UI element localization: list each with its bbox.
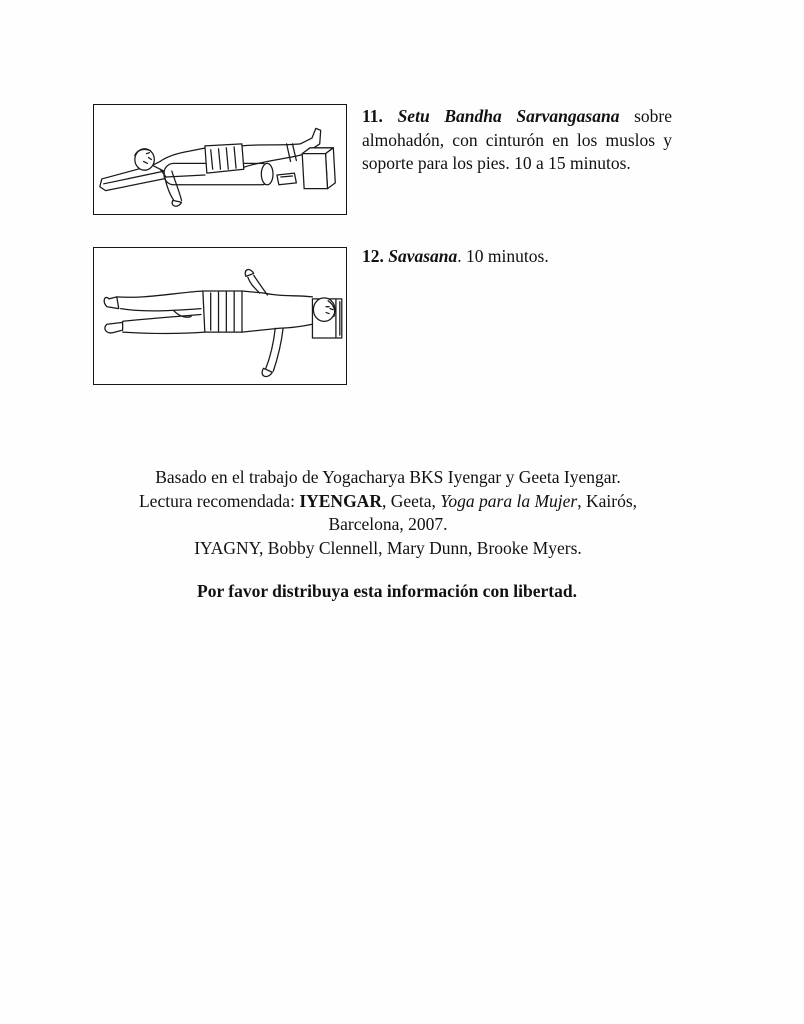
head-blanket [100,165,168,190]
savasana-illustration [94,248,345,383]
pose-12-description [362,245,672,269]
contributors-line: IYAGNY, Bobby Clennell, Mary Dunn, Brooke Myers. [194,537,582,558]
reading-author-rest: , Geeta, [381,490,441,511]
pose-11-name: Setu Bandha Sarvangasana [397,106,620,126]
reading-title: Yoga para la Mujer [440,490,578,511]
small-prop [277,173,296,185]
pose-11-number: 11. [362,106,383,126]
thigh-belt [287,144,297,162]
setu-bandha-illustration-frame [93,104,347,215]
closing-note: Por favor distribuya esta información con libertad. [197,581,577,601]
foot-support-block [302,148,335,189]
pose-11-description [362,105,672,176]
pose-12-text: . 10 minutos. [457,246,549,266]
figure-body [104,270,335,377]
savasana-illustration-frame [93,247,347,385]
figure-body [135,128,321,206]
reading-label: Lectura recomendada: [138,490,300,511]
recommended-reading [0,490,776,537]
credits-block [0,466,776,560]
pose-12-number: 12. [362,246,384,266]
pose-11-text: sobre almohadón, con cinturón en los muslos y soporte para los pies. 10 a 15 minutos. [362,106,673,173]
pose-12-name: Savasana [388,246,458,266]
reading-publisher: , Kairós, [577,490,638,511]
reading-place-year: Barcelona, 2007. [328,514,448,535]
based-on-line: Basado en el trabajo de Yogacharya BKS Iyengar y Geeta Iyengar. [155,467,621,487]
setu-bandha-illustration [94,105,345,213]
reading-author: IYENGAR [299,490,382,511]
